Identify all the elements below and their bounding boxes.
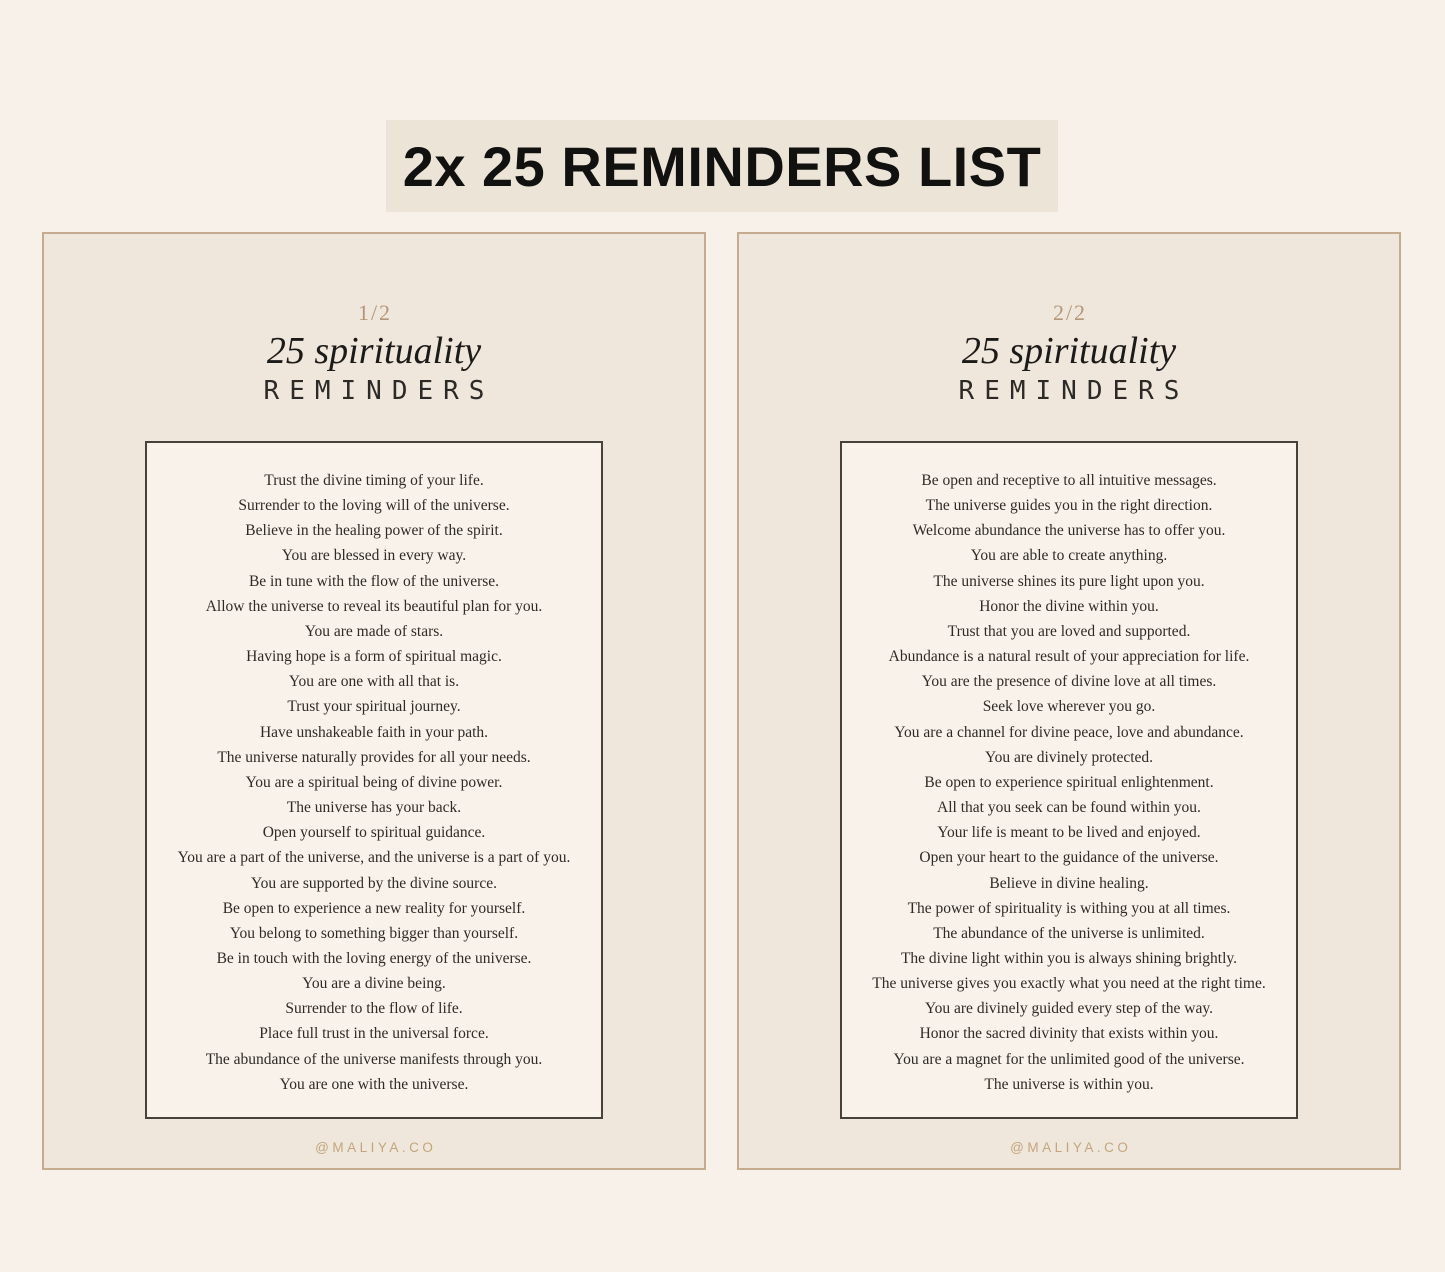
card-subtitle: REMINDERS [958,376,1190,406]
card-title: 25 spirituality [961,330,1177,372]
reminder-line: Your life is meant to be lived and enjoyed. [937,824,1201,842]
reminder-line: You are the presence of divine love at all times. [921,673,1217,691]
reminders-list-box [145,441,603,1119]
reminder-line: The divine light within you is always shining brightly. [900,949,1238,967]
reminder-line: Be in touch with the loving energy of the universe. [216,949,532,967]
reminder-line: You are divinely protected. [984,748,1154,766]
reminder-line: You are made of stars. [304,622,444,640]
reminder-line: Allow the universe to reveal its beautiful plan for you. [205,597,543,615]
page-title: 2x 25 REMINDERS LIST [402,134,1042,198]
reminder-line: The universe guides you in the right direction. [925,497,1213,515]
reminder-line: Believe in divine healing. [989,874,1149,892]
card-subtitle: REMINDERS [263,376,495,406]
reminder-line: Trust your spiritual journey. [287,698,461,716]
reminder-line: The universe gives you exactly what you need at the right time. [872,975,1266,993]
reminder-line: Trust the divine timing of your life. [264,472,484,489]
reminder-line: You belong to something bigger than yourself. [229,924,519,942]
reminder-line: Honor the sacred divinity that exists within you. [919,1025,1219,1043]
reminder-line: Be in tune with the flow of the universe. [248,572,500,590]
reminder-line: You are a part of the universe, and the universe is a part of you. [177,849,571,867]
reminder-line: Trust that you are loved and supported. [947,622,1191,640]
reminder-line: You are divinely guided every step of the way. [925,1000,1213,1018]
reminder-line: Open yourself to spiritual guidance. [262,824,486,842]
reminder-line: The universe has your back. [286,799,462,817]
reminder-line: Honor the divine within you. [979,597,1159,615]
reminder-line: You are one with all that is. [288,673,460,691]
card-page-number: 2/2 [1052,300,1088,325]
reminder-line: Abundance is a natural result of your appreciation for life. [888,648,1250,666]
reminder-line: You are supported by the divine source. [251,874,497,892]
reminder-line: Surrender to the loving will of the universe. [238,497,510,515]
reminder-line: You are a channel for divine peace, love and abundance. [894,723,1244,741]
reminder-line: The universe naturally provides for all your needs. [217,748,531,766]
card-page-number: 1/2 [357,300,393,325]
card-title: 25 spirituality [266,330,482,372]
reminder-line: You are a spiritual being of divine power. [245,773,503,791]
reminders-list-box [840,441,1298,1119]
reminder-line: Having hope is a form of spiritual magic. [246,648,502,666]
reminder-line: Surrender to the flow of life. [285,1000,463,1018]
reminder-line: Seek love wherever you go. [982,698,1156,716]
reminder-line: The power of spirituality is withing you at all times. [907,899,1231,917]
reminder-line: The universe shines its pure light upon you. [933,572,1205,590]
reminders-card-1 [42,232,706,1170]
reminder-line: You are able to create anything. [970,547,1168,565]
reminder-line: You are a magnet for the unlimited good of the universe. [893,1050,1245,1068]
reminder-line: Place full trust in the universal force. [259,1025,489,1043]
reminder-line: Be open to experience spiritual enlightenment. [924,773,1214,791]
reminder-line: Be open and receptive to all intuitive messages. [921,472,1217,489]
reminder-line: Believe in the healing power of the spirit. [245,522,503,540]
header-banner [386,120,1058,212]
reminder-line: You are a divine being. [302,975,446,993]
reminder-line: You are blessed in every way. [281,547,467,565]
reminders-card-2 [737,232,1401,1170]
reminder-line: Be open to experience a new reality for yourself. [222,899,526,917]
reminder-line: Welcome abundance the universe has to offer you. [912,522,1226,540]
reminder-line: The abundance of the universe is unlimited. [933,924,1205,942]
card-footer-handle: @MALIYA.CO [1010,1140,1132,1155]
reminder-line: You are one with the universe. [279,1075,469,1093]
reminder-line: The universe is within you. [984,1075,1154,1093]
reminder-line: Have unshakeable faith in your path. [259,723,489,741]
reminder-line: Open your heart to the guidance of the universe. [919,849,1219,867]
reminder-line: The abundance of the universe manifests through you. [205,1050,543,1068]
card-footer-handle: @MALIYA.CO [315,1140,437,1155]
reminder-line: All that you seek can be found within you. [937,799,1201,817]
